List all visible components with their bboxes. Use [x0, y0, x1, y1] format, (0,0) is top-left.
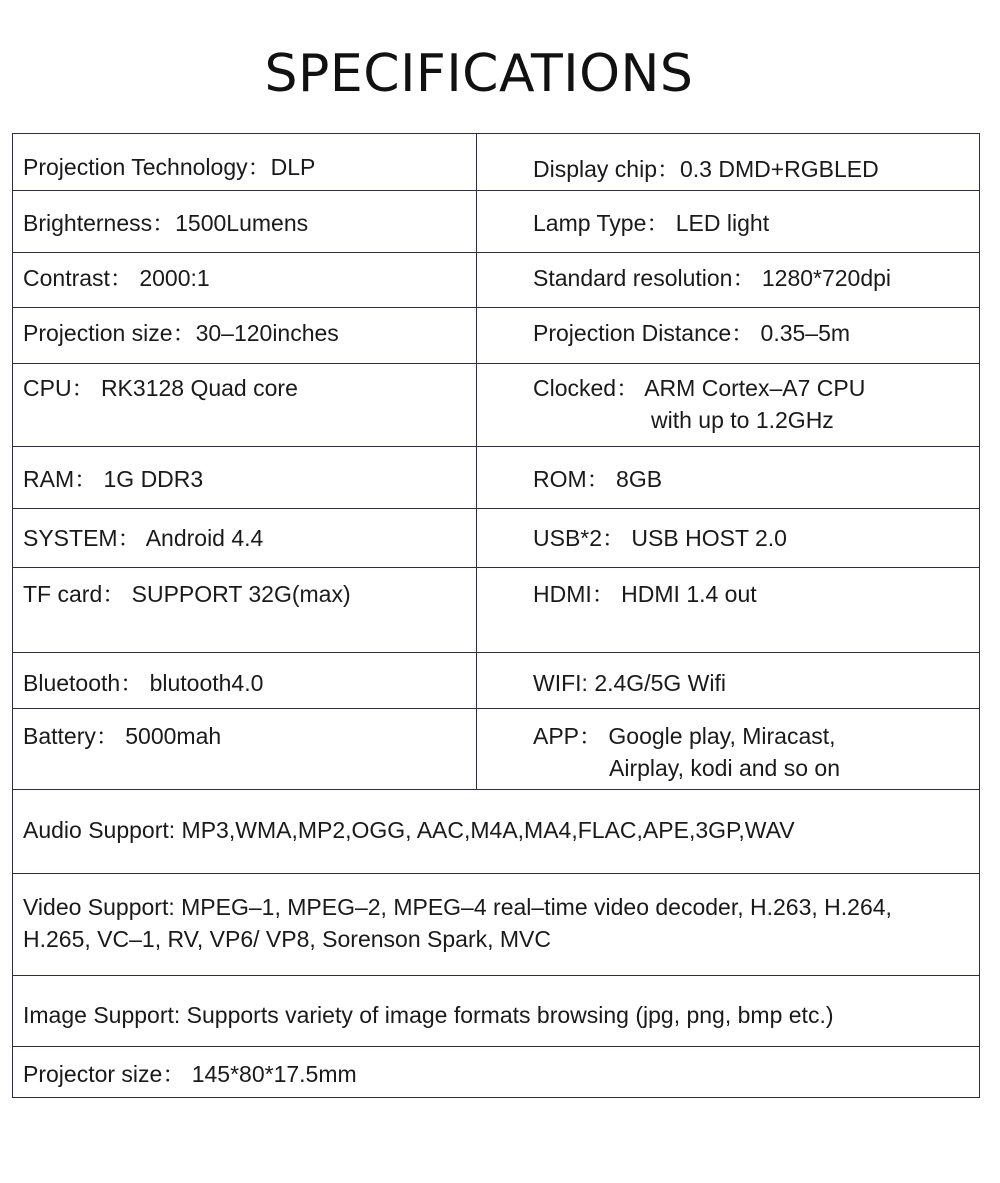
spec-row — [13, 653, 980, 709]
spec-row — [13, 364, 980, 447]
spec-projection-distance: Projection Distance： 0.35–5m — [477, 308, 980, 363]
spec-rom: ROM： 8GB — [477, 447, 980, 508]
spec-projection-technology: Projection Technology：DLP — [13, 134, 477, 190]
spec-clocked-line1: Clocked： ARM Cortex–A7 CPU — [533, 375, 866, 401]
spec-contrast: Contrast： 2000:1 — [13, 253, 477, 307]
spec-tf-card: TF card： SUPPORT 32G(max) — [13, 568, 477, 652]
spec-row — [13, 790, 980, 874]
spec-app-line1: APP： Google play, Miracast, — [533, 723, 836, 749]
spec-clocked — [477, 364, 980, 446]
spec-battery: Battery： 5000mah — [13, 709, 477, 789]
spec-video-line2: H.265, VC–1, RV, VP6/ VP8, Sorenson Spark, MVC — [23, 926, 552, 952]
spec-video-support — [13, 874, 980, 976]
spec-row — [13, 308, 980, 364]
spec-table — [12, 133, 980, 1098]
page-title: SPECIFICATIONS — [264, 44, 694, 104]
spec-cpu: CPU： RK3128 Quad core — [13, 364, 477, 446]
spec-bluetooth: Bluetooth： blutooth4.0 — [13, 653, 477, 708]
spec-row — [13, 253, 980, 308]
spec-video-line1: Video Support: MPEG–1, MPEG–2, MPEG–4 real–time video decoder, H.263, H.264, — [23, 894, 892, 920]
spec-row — [13, 568, 980, 653]
spec-row — [13, 191, 980, 253]
spec-image-support: Image Support: Supports variety of image formats browsing (jpg, png, bmp etc.) — [13, 976, 980, 1047]
spec-hdmi: HDMI： HDMI 1.4 out — [477, 568, 980, 652]
spec-lamp-type: Lamp Type： LED light — [477, 191, 980, 252]
spec-row — [13, 509, 980, 568]
spec-row — [13, 874, 980, 976]
spec-usb: USB*2： USB HOST 2.0 — [477, 509, 980, 567]
spec-brightness: Brighterness：1500Lumens — [13, 191, 477, 252]
spec-clocked-line2: with up to 1.2GHz — [651, 407, 834, 433]
spec-app — [477, 709, 980, 789]
spec-row — [13, 976, 980, 1047]
spec-row — [13, 447, 980, 509]
spec-projection-size: Projection size：30–120inches — [13, 308, 477, 363]
spec-audio-support: Audio Support: MP3,WMA,MP2,OGG, AAC,M4A,MA4,FLAC,APE,3GP,WAV — [13, 790, 980, 874]
spec-ram: RAM： 1G DDR3 — [13, 447, 477, 508]
spec-row — [13, 134, 980, 191]
spec-system: SYSTEM： Android 4.4 — [13, 509, 477, 567]
spec-wifi: WIFI: 2.4G/5G Wifi — [477, 653, 980, 708]
spec-projector-size: Projector size： 145*80*17.5mm — [13, 1047, 980, 1097]
spec-standard-resolution: Standard resolution： 1280*720dpi — [477, 253, 980, 307]
spec-row — [13, 1047, 980, 1097]
spec-display-chip: Display chip：0.3 DMD+RGBLED — [477, 134, 980, 190]
spec-app-line2: Airplay, kodi and so on — [609, 755, 840, 781]
spec-row — [13, 709, 980, 790]
